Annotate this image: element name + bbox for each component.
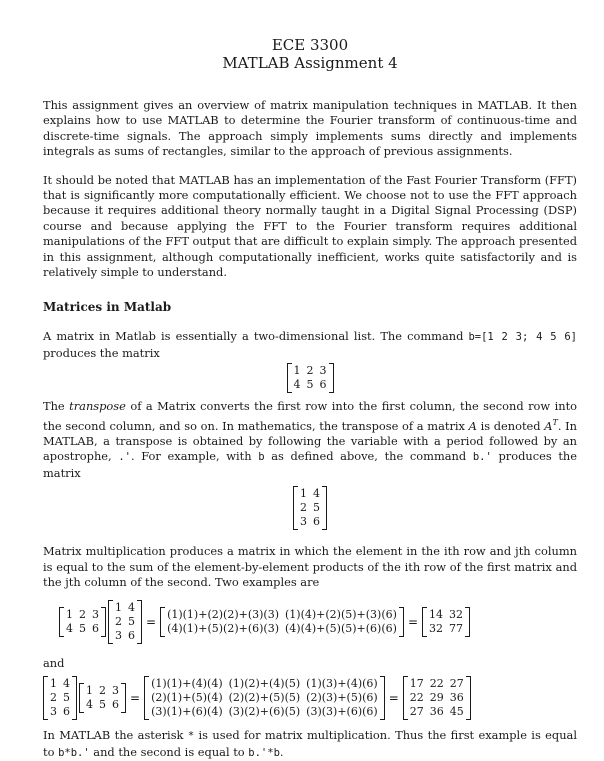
matrix-cell: 6 <box>112 698 119 712</box>
equals-sign: = <box>388 691 399 706</box>
matrix-b-display <box>43 363 577 393</box>
course-title: ECE 3300 <box>271 36 349 54</box>
matrix-cell: 45 <box>449 705 464 719</box>
matrix-cell: (1)(4)+(2)(5)+(3)(6) <box>285 608 397 622</box>
matrix-grid <box>408 676 466 720</box>
matrix-grid <box>113 600 137 644</box>
matrix-cell: (1)(1)+(4)(4) <box>151 677 223 691</box>
ex1-result-matrix <box>422 607 470 637</box>
matrix-grid <box>64 607 101 637</box>
matrix-b <box>287 363 334 393</box>
example-2-equation <box>43 676 577 720</box>
example-1-equation <box>59 600 577 644</box>
matrix-cell: 4 <box>86 698 93 712</box>
matrix-grid <box>149 676 380 720</box>
and-text: and <box>43 656 65 671</box>
matrix-cell: (2)(2)+(5)(5) <box>228 691 301 705</box>
matrix-cell: 2 <box>300 501 307 515</box>
matrix-cell: 27 <box>449 677 464 691</box>
ex1-left-matrix <box>59 607 106 637</box>
matrix-cell: 4 <box>66 622 73 636</box>
matrix-cell: 1 <box>66 608 73 622</box>
matrix-cell: 29 <box>429 691 444 705</box>
matrix-cell: 3 <box>112 684 119 698</box>
matrix-cell: 4 <box>63 677 70 691</box>
matrix-grid <box>292 363 329 393</box>
right-bracket <box>465 607 470 637</box>
matrix-cell: 77 <box>449 622 463 636</box>
matrix-cell: 1 <box>300 487 307 501</box>
matrix-cell: 3 <box>300 515 307 529</box>
document-page <box>43 36 577 761</box>
matrix-cell: 5 <box>313 501 320 515</box>
matrix-grid <box>84 683 121 713</box>
matrix-cell: (1)(2)+(4)(5) <box>228 677 301 691</box>
right-bracket <box>466 676 471 720</box>
equals-sign: = <box>130 691 141 706</box>
matrix-cell: 32 <box>449 608 463 622</box>
ex1-right-matrix <box>108 600 142 644</box>
intro-paragraph-2: It should be noted that MATLAB has an implementation of the Fast Fourier Transform (FFT) that is significantly more computationally efficient. We choose not to use the FFT approach because it requires additional theory normally taught in a Digital Signal Processing (DSP) course and because applying the FFT to the Fourier transform requires additional manipulations of the FFT output that are difficult to explain simply. The approach presented in this assignment, although computationally inefficient, works quite satisfactorily and is relatively simple to understand. <box>43 172 577 280</box>
matrix-cell: 6 <box>63 705 70 719</box>
matrix-b-transpose <box>293 486 327 530</box>
equals-sign: = <box>407 615 418 630</box>
matrix-cell: 32 <box>429 622 443 636</box>
matrix-cell: (2)(3)+(5)(6) <box>306 691 378 705</box>
matrix-cell: (4)(1)+(5)(2)+(6)(3) <box>167 622 279 636</box>
matrix-cell: 5 <box>128 615 135 629</box>
matrix-cell: 6 <box>319 378 327 392</box>
right-bracket <box>380 676 385 720</box>
matrix-cell: 1 <box>293 364 301 378</box>
matrix-cell: 3 <box>115 629 122 643</box>
matrix-cell: 2 <box>306 364 314 378</box>
ex1-expanded-matrix <box>160 607 404 637</box>
matrix-cell: 36 <box>429 705 444 719</box>
matrix-cell: 5 <box>306 378 314 392</box>
matrix-cell: 22 <box>409 691 424 705</box>
right-bracket <box>72 676 77 720</box>
matrix-cell: 6 <box>128 629 135 643</box>
transpose-paragraph: The transpose of a Matrix converts the first row into the first column, the second row into the second column, and so on. In mathematics, the transpose of a matrix A is denoted $A^T$. In MATLAB, a transpose is obtained by following the variable with a period followed by an apostrophe, .'. For example, with b as defined above, the command b.' produces the matrix <box>43 399 578 480</box>
matrix-grid <box>298 486 322 530</box>
ex2-result-matrix <box>403 676 471 720</box>
right-bracket <box>101 607 106 637</box>
right-bracket <box>121 683 126 713</box>
matrix-cell: (1)(1)+(2)(2)+(3)(3) <box>167 608 279 622</box>
multiplication-paragraph: Matrix multiplication produces a matrix in which the element in the ith row and jth column is equal to the sum of the element-by-element products of the ith row of the first matrix and the jth column of the second. Two examples are <box>43 544 577 589</box>
matrix-cell: 4 <box>293 378 301 392</box>
matrix-cell: 6 <box>92 622 99 636</box>
matrix-cell: 3 <box>319 364 327 378</box>
matrix-cell: 22 <box>429 677 444 691</box>
matrix-cell: 4 <box>128 601 135 615</box>
matrix-cell: 5 <box>63 691 70 705</box>
matrix-cell: 2 <box>115 615 122 629</box>
matrix-cell: 1 <box>50 677 57 691</box>
matrix-cell: 2 <box>99 684 106 698</box>
right-bracket <box>322 486 327 530</box>
matrix-cell: 14 <box>429 608 443 622</box>
assignment-title: MATLAB Assignment 4 <box>222 54 398 72</box>
ex2-expanded-matrix <box>144 676 385 720</box>
matrix-grid <box>48 676 72 720</box>
matrix-cell: 1 <box>115 601 122 615</box>
equals-sign: = <box>146 615 157 630</box>
matrix-cell: 27 <box>409 705 424 719</box>
matrix-cell: (3)(3)+(6)(6) <box>306 705 378 719</box>
matrix-cell: (3)(2)+(6)(5) <box>228 705 301 719</box>
matrix-grid <box>165 607 399 637</box>
matrix-cell: 5 <box>99 698 106 712</box>
matrix-cell: 3 <box>50 705 57 719</box>
intro-paragraph-1: This assignment gives an overview of matrix manipulation techniques in MATLAB. It then explains how to use MATLAB to determine the Fourier transform of continuous-time and discrete-time signals. The approach simply implements sums directly and implements integrals as sums of rectangles, similar to the approach of previous assignments. <box>43 98 577 159</box>
matrix-cell: 2 <box>50 691 57 705</box>
right-bracket <box>329 363 334 393</box>
matrix-cell: (3)(1)+(6)(4) <box>151 705 223 719</box>
right-bracket <box>399 607 404 637</box>
right-bracket <box>137 600 142 644</box>
ex2-left-matrix <box>43 676 77 720</box>
matrix-cell: 4 <box>313 487 320 501</box>
matrix-grid <box>427 607 465 637</box>
matrix-cell: 17 <box>409 677 424 691</box>
matrix-cell: 36 <box>449 691 464 705</box>
ex2-right-matrix <box>79 683 126 713</box>
matrix-cell: (4)(4)+(5)(5)+(6)(6) <box>285 622 397 636</box>
matrix-cell: (2)(1)+(5)(4) <box>151 691 223 705</box>
matrix-cell: 1 <box>86 684 93 698</box>
section-heading: Matrices in Matlab <box>43 300 172 315</box>
matrix-cell: 3 <box>92 608 99 622</box>
matrix-cell: (1)(3)+(4)(6) <box>306 677 378 691</box>
matrix-cell: 6 <box>313 515 320 529</box>
matrix-definition-paragraph: A matrix in Matlab is essentially a two-dimensional list. The command b=[1 2 3; 4 5 6] produces the matrix <box>43 329 577 360</box>
code-b-definition: b=[1 2 3; 4 5 6] <box>468 331 577 344</box>
matrix-bt-display <box>43 486 577 530</box>
matrix-cell: 5 <box>79 622 86 636</box>
asterisk-paragraph: In MATLAB the asterisk * is used for matrix multiplication. Thus the first example is equal to b*b.' and the second is equal to b.'*b. <box>43 728 577 759</box>
matrix-cell: 2 <box>79 608 86 622</box>
